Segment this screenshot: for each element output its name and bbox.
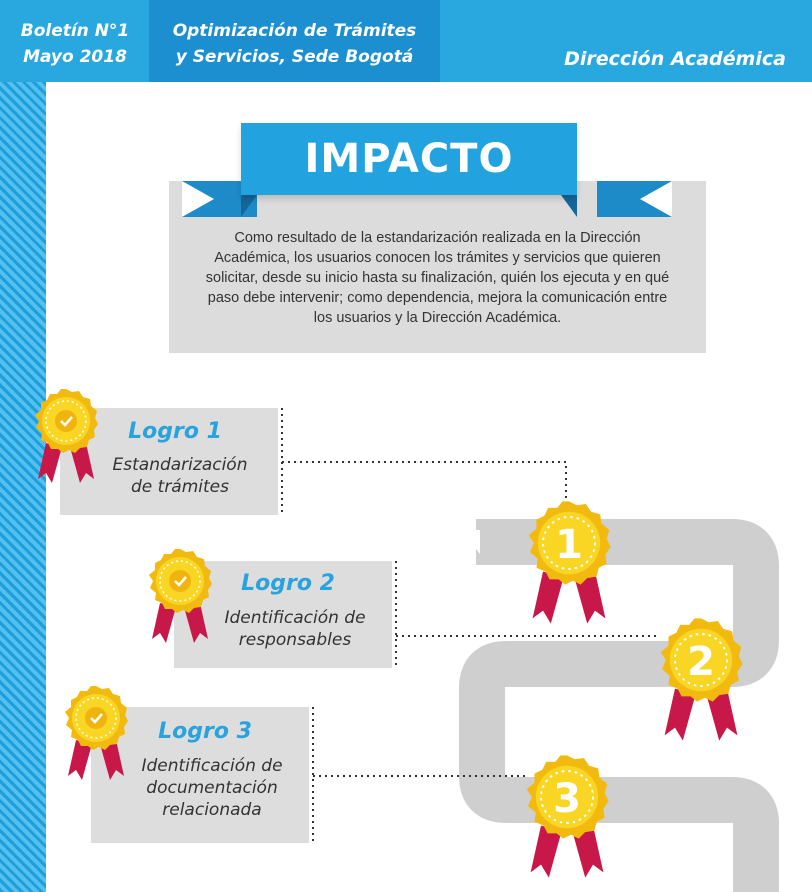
- achievement-3-title: Logro 3: [158, 719, 252, 744]
- department-name: Dirección Académica: [564, 48, 786, 70]
- medal-number-3: 3: [553, 776, 581, 822]
- achievement-1-line2: de trámites: [131, 477, 229, 497]
- achievement-2-title: Logro 2: [241, 571, 335, 596]
- achievement-3-line1: Identificación de: [141, 756, 283, 776]
- achievement-2-small-medal-icon: [149, 549, 212, 643]
- medal-number-1: 1: [555, 522, 583, 568]
- achievement-2-line2: responsables: [238, 630, 352, 650]
- achievement-2-line1: Identificación de: [224, 608, 366, 628]
- project-title-line2: y Servicios, Sede Bogotá: [175, 47, 414, 67]
- achievement-1-line1: Estandarización: [112, 455, 248, 475]
- bulletin-number: Boletín N°1: [20, 21, 130, 41]
- achievement-1-title: Logro 1: [128, 419, 222, 444]
- achievement-3-small-medal-icon: [65, 686, 128, 780]
- medal-number-2: 2: [687, 639, 715, 685]
- achievement-3-line2: documentación: [146, 778, 278, 798]
- impact-title: IMPACTO: [304, 136, 514, 182]
- achievement-3-line3: relacionada: [162, 800, 262, 820]
- achievement-1-small-medal-icon: [35, 389, 98, 483]
- project-title-line1: Optimización de Trámites: [172, 21, 417, 41]
- bulletin-date: Mayo 2018: [23, 47, 127, 67]
- impact-description: Como resultado de la estandarización realizada en la Dirección Académica, los usuarios conocen los trámites y servicios que quieren solicitar, desde su inicio hasta su finalización, quién los ejecuta y en qué paso debe intervenir; como dependencia, mejora la comunicación entre los usuarios y la Dirección Académica.: [205, 230, 670, 326]
